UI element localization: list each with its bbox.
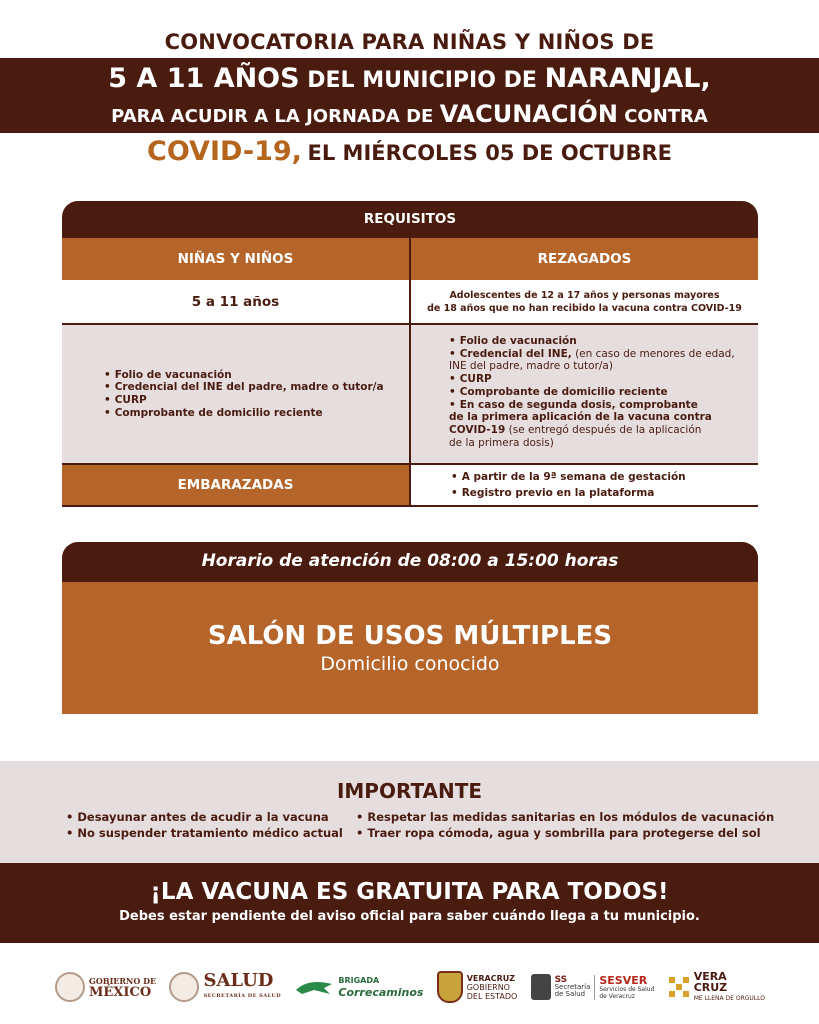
list-item: • Desayunar antes de acudir a la vacuna — [66, 809, 356, 825]
hospital-icon — [531, 974, 551, 1000]
roadrunner-icon — [294, 976, 334, 998]
title-contra: CONTRA — [624, 106, 708, 127]
veracruz-orgullo-logo — [668, 971, 765, 1004]
list-item: • Respetar las medidas sanitarias en los módulos de vacunación — [356, 809, 774, 825]
list-item-continuation: INE del padre, madre o tutor/a) — [449, 360, 613, 373]
gratuita-title: ¡LA VACUNA ES GRATUITA PARA TODOS! — [150, 879, 669, 905]
brigada-large: Correcaminos — [338, 986, 424, 999]
brigada-text — [338, 975, 423, 999]
title-covid: COVID-19, — [147, 136, 302, 167]
municipio-name: NARANJAL, — [544, 63, 711, 94]
gratuita-banner — [0, 863, 819, 943]
sesver-large: SESVER — [599, 973, 648, 987]
ss-small-1: Secretaría — [554, 982, 591, 991]
doc-covid-label: COVID-19 — [449, 423, 506, 436]
list-item — [449, 348, 758, 361]
list-item-continuation: de la primera aplicación de la vacuna contra — [449, 411, 712, 424]
list-item: • Traer ropa cómoda, agua y sombrilla para protegerse del sol — [356, 825, 774, 841]
title-vacunacion: VACUNACIÓN — [439, 100, 618, 128]
list-item: • Folio de vacunación — [449, 335, 758, 348]
age-rezagados — [409, 280, 758, 323]
age-rezagados-line-2: de 18 años que no han recibido la vacuna contra COVID-19 — [427, 302, 742, 314]
horario-block — [62, 542, 758, 714]
location-panel — [62, 582, 758, 714]
location-name: SALÓN DE USOS MÚLTIPLES — [207, 621, 613, 651]
age-range: 5 A 11 AÑOS — [108, 63, 300, 94]
list-item: • CURP — [104, 394, 384, 407]
title-band — [0, 58, 819, 133]
list-item: • No suspender tratamiento médico actual — [66, 825, 356, 841]
importante-left-list — [66, 809, 356, 841]
star-pattern-icon — [668, 976, 690, 998]
vc-line-1: VERA — [693, 969, 727, 983]
divider — [62, 505, 758, 507]
embarazadas-row — [62, 463, 758, 505]
salud-logo — [169, 972, 281, 1002]
requisitos-header-row — [62, 238, 758, 280]
brigada-correcaminos-logo — [294, 975, 423, 999]
title-line-4 — [0, 136, 819, 167]
eagle-seal-icon — [55, 972, 85, 1002]
gobierno-mexico-logo — [55, 972, 156, 1002]
docs-ninos-list — [104, 369, 384, 420]
brigada-small: BRIGADA — [338, 976, 380, 985]
list-item: • CURP — [449, 373, 758, 386]
doc-ine-note: (en caso de menores de edad, — [571, 347, 735, 360]
veracruz-line-2: GOBIERNO — [466, 982, 510, 992]
gratuita-subtitle: Debes estar pendiente del aviso oficial para saber cuándo llega a tu municipio. — [119, 909, 700, 924]
horario-title: Horario de atención de 08:00 a 15:00 horas — [62, 542, 758, 582]
veracruz-line-3: DEL ESTADO — [466, 991, 518, 1001]
location-address: Domicilio conocido — [320, 653, 500, 675]
list-item: • Credencial del INE del padre, madre o tutor/a — [104, 381, 384, 394]
list-item: • Comprobante de domicilio reciente — [104, 407, 384, 420]
gobierno-mexico-large: MÉXICO — [89, 985, 152, 1000]
salud-small: SECRETARÍA DE SALUD — [203, 993, 282, 999]
list-item: • A partir de la 9ª semana de gestación — [451, 469, 758, 485]
veracruz-shield-icon — [437, 971, 463, 1003]
list-item-continuation: de la primera dosis) — [449, 436, 554, 449]
importante-columns — [0, 803, 819, 841]
logo-strip — [55, 963, 765, 1011]
veracruz-line-1: VERACRUZ — [466, 973, 516, 983]
list-item-continuation — [449, 424, 758, 437]
embarazadas-label: EMBARAZADAS — [62, 465, 409, 505]
salud-large: SALUD — [203, 970, 274, 991]
requisitos-age-row — [62, 280, 758, 323]
sesver-small-2: de Veracruz — [599, 992, 635, 1000]
embarazadas-items — [409, 465, 758, 505]
docs-rezagados-list — [449, 335, 758, 449]
title-line-3 — [0, 98, 819, 133]
ss-text — [554, 974, 591, 998]
title-line-1: CONVOCATORIA PARA NIÑAS Y NIÑOS DE — [164, 30, 655, 54]
requisitos-title: REQUISITOS — [62, 201, 758, 238]
importante-right-list — [356, 809, 774, 841]
requisitos-table — [62, 201, 758, 507]
docs-ninos — [62, 325, 409, 463]
title-date: EL MIÉRCOLES 05 DE OCTUBRE — [307, 141, 672, 165]
requisitos-docs-row — [62, 323, 758, 463]
gobierno-mexico-small: GOBIERNO DE — [89, 976, 157, 986]
salud-text — [203, 972, 281, 1002]
importante-title: IMPORTANTE — [336, 779, 483, 803]
col-ninas-ninos-header: NIÑAS Y NIÑOS — [177, 251, 294, 267]
embarazadas-list — [451, 469, 758, 501]
ss-small-2: de Salud — [554, 989, 586, 998]
docs-rezagados — [409, 325, 758, 463]
veracruz-gobierno-logo — [437, 971, 518, 1003]
age-rezagados-line-1: Adolescentes de 12 a 17 años y personas mayores — [449, 289, 720, 301]
list-item: • Registro previo en la plataforma — [451, 485, 758, 501]
vc-line-2: CRUZ — [693, 980, 728, 994]
title-municipio-label: DEL MUNICIPIO DE — [307, 68, 537, 93]
title-line-2 — [0, 58, 819, 98]
importante-section — [0, 761, 819, 863]
sesver-small-1: Servicios de Salud — [599, 985, 655, 993]
ss-large: SS — [554, 974, 568, 985]
gobierno-mexico-text — [89, 975, 156, 999]
eagle-seal-icon — [169, 972, 199, 1002]
doc-covid-note: (se entregó después de la aplicación — [505, 423, 702, 436]
title-jornada-label: PARA ACUDIR A LA JORNADA DE — [111, 106, 434, 127]
sesver-text — [594, 975, 654, 1000]
veracruz-orgullo-text — [694, 971, 765, 1004]
veracruz-text — [467, 974, 518, 1001]
list-item: • Folio de vacunación — [104, 369, 384, 382]
list-item: • Comprobante de domicilio reciente — [449, 386, 758, 399]
doc-ine-label: Credencial del INE, — [459, 347, 572, 360]
age-ninos: 5 a 11 años — [191, 293, 280, 310]
list-item: • En caso de segunda dosis, comprobante — [449, 399, 758, 412]
vc-slogan: ME LLENA DE ORGULLO — [693, 994, 765, 1002]
col-rezagados-header: REZAGADOS — [409, 238, 758, 280]
ss-sesver-logo — [531, 974, 655, 1000]
